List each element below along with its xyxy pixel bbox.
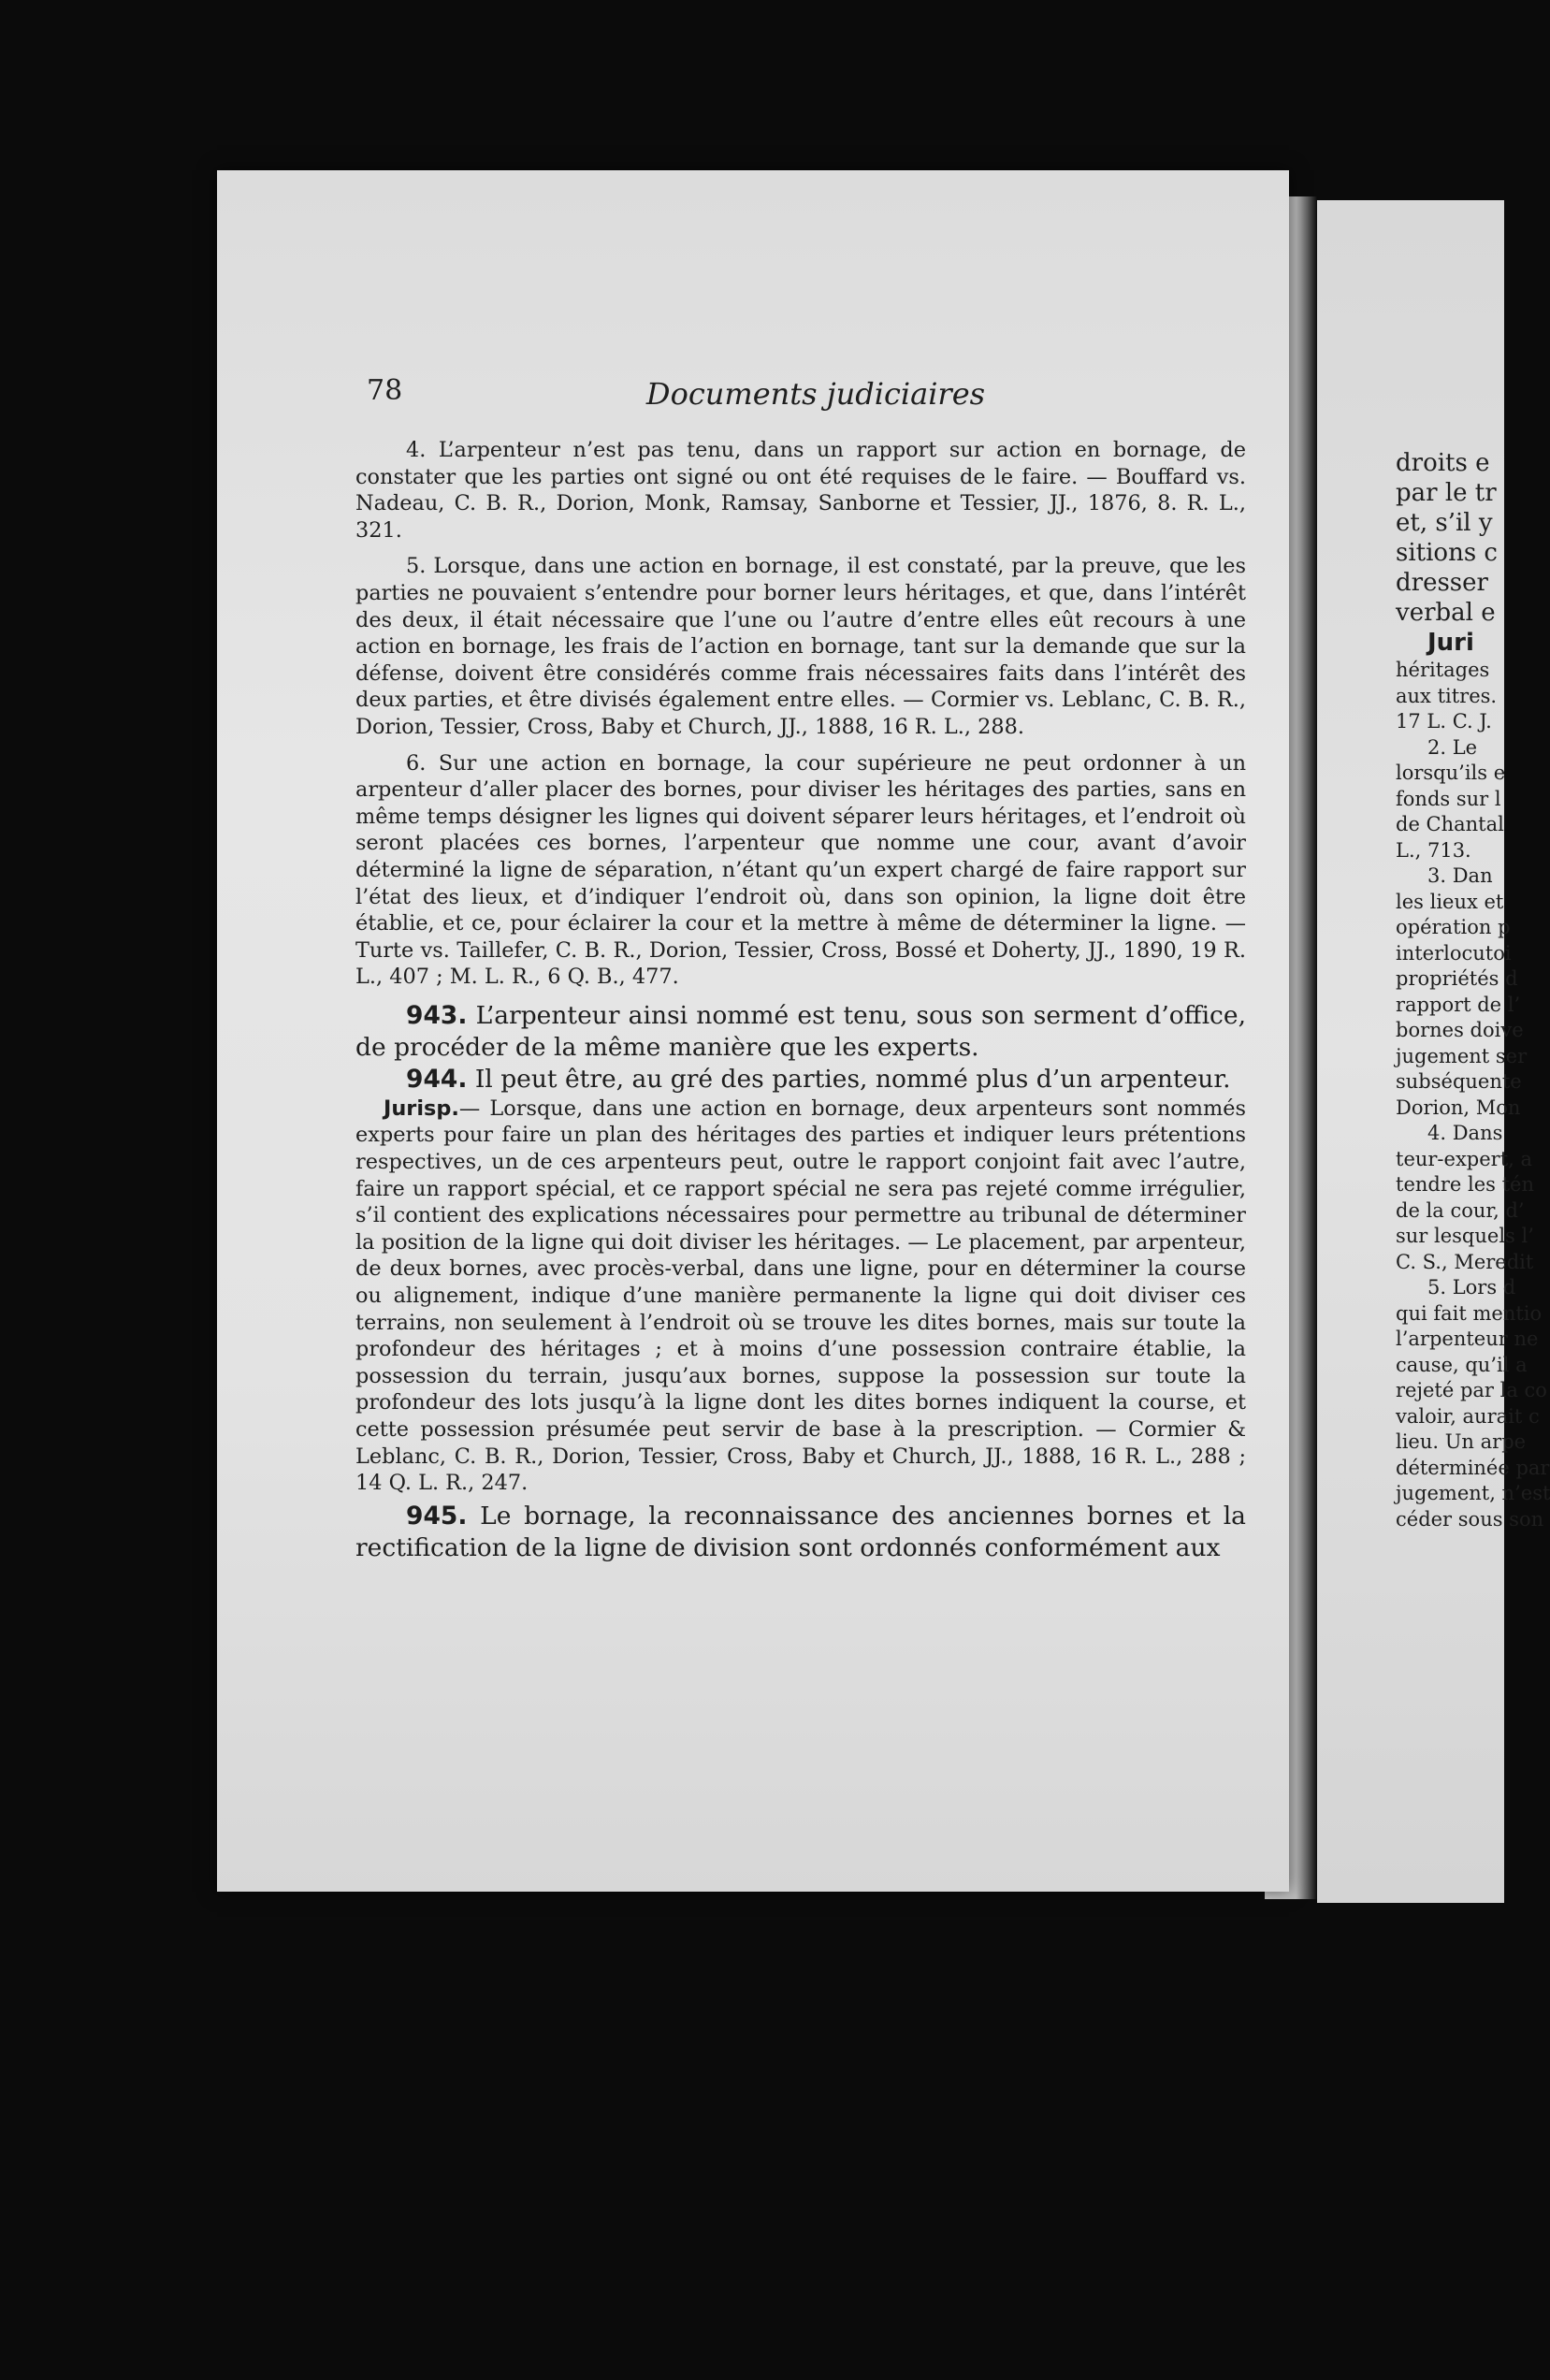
note-5: 5. Lorsque, dans une action en bornage, il est constaté, par la preuve, que les parties ne pouvaient s’entendre pour borner leurs héritages, et que, dans l’intérêt des deux, il était nécessaire que l’une ou l’autre d’entre elles eût recours à une action en bornage, les frais de l’action en bornage, tant sur la demande que sur la défense, doivent être considérés comme frais nécessaires faits dans l’intérêt des deux parties, et être divisés également entre elles. — Cormier vs. Leblanc, C. B. R., Dorion, Tessier, Cross, Baby et Church, JJ., 1888, 16 R. L., 288.: [355, 554, 1246, 739]
page-header: [367, 374, 1265, 421]
facing-page-line: l’arpenteur ne: [1396, 1328, 1539, 1350]
facing-page-line: 17 L. C. J.: [1396, 710, 1492, 733]
article-number: 944.: [406, 1064, 468, 1094]
facing-page-line: par le tr: [1396, 479, 1497, 507]
facing-page-line: fonds sur l: [1396, 787, 1501, 810]
facing-page-line: tendre les tén: [1396, 1173, 1534, 1196]
facing-page-line: droits e: [1396, 449, 1490, 477]
facing-page-line: lieu. Un arpe: [1396, 1430, 1527, 1453]
page-body: [355, 437, 1246, 1564]
facing-page-line: cause, qu’il a: [1396, 1353, 1528, 1376]
article-text: Le bornage, la reconnaissance des anciennes bornes et la rectification de la ligne de division sont ordonnés conformément aux: [355, 1501, 1246, 1562]
article-text: L’arpenteur ainsi nommé est tenu, sous son serment d’office, de procéder de la même manière que les experts.: [355, 1000, 1246, 1062]
facing-page-line: rapport de l’: [1396, 993, 1521, 1016]
article-945: [355, 1501, 1246, 1564]
jurisprudence-label: Jurisp.: [384, 1096, 459, 1121]
facing-page-line: Juri: [1427, 629, 1474, 657]
article-text: Il peut être, au gré des parties, nommé plus d’un arpenteur.: [474, 1064, 1231, 1094]
jurisprudence-text: — Lorsque, dans une action en bornage, deux arpenteurs sont nommés experts pour faire un plan des héritages des parties et indiquer leurs prétentions respectives, un de ces arpenteurs peut, outre le rapport conjoint fait avec l’autre, faire un rapport spécial, et ce rapport spécial ne sera pas rejeté comme irrégulier, s’il contient des explications nécessaires pour permettre au tribunal de déterminer la position de la ligne qui doit diviser les héritages. — Le placement, par arpenteur, de deux bornes, avec procès-verbal, dans une ligne, pour en déterminer la course ou alignement, indique d’une manière permanente la ligne qui doit diviser ces terrains, non seulement à l’endroit où se trouve les dites bornes, mais sur toute la profondeur des héritages ; et à moins d’une possession contraire établie, la possession du terrain, jusqu’aux bornes, suppose la possession sur toute la profondeur des lots jusqu’à la ligne dont les dites bornes indiquent la course, et cette possession présumée peut servir de base à la prescription. — Cormier & Leblanc, C. B. R., Dorion, Tessier, Cross, Baby et Church, JJ., 1888, 16 R. L., 288 ; 14 Q. L. R., 247.: [355, 1096, 1246, 1496]
facing-page-line: Dorion, Mon: [1396, 1096, 1521, 1119]
page-number: 78: [367, 374, 403, 407]
facing-page-line: subséquente: [1396, 1070, 1522, 1093]
jurisprudence: [355, 1096, 1246, 1497]
facing-page-line: sur lesquels l’: [1396, 1225, 1534, 1247]
facing-page-line: de Chantal: [1396, 813, 1504, 835]
facing-page-line: 3. Dan: [1427, 864, 1493, 887]
facing-page-line: teur-expert, a: [1396, 1147, 1533, 1170]
facing-page-line: opération p: [1396, 916, 1511, 938]
facing-page-line: déterminée par: [1396, 1456, 1550, 1479]
facing-page-line: 5. Lors d: [1427, 1276, 1516, 1299]
note-4: 4. L’arpenteur n’est pas tenu, dans un rapport sur action en bornage, de constater que les parties ont signé ou ont été requises de le faire. — Bouffard vs. Nadeau, C. B. R., Dorion, Monk, Ramsay, Sanborne et Tessier, JJ., 1876, 8. R. L., 321.: [355, 438, 1246, 543]
facing-page-line: jugement ser: [1396, 1044, 1528, 1067]
facing-page-line: bornes doive: [1396, 1019, 1524, 1041]
facing-page-line: L., 713.: [1396, 838, 1471, 862]
facing-page-line: lorsqu’ils e: [1396, 762, 1506, 784]
article-number: 943.: [406, 1000, 468, 1030]
facing-page-line: aux titres.: [1396, 684, 1498, 707]
facing-page-line: propriétés d: [1396, 967, 1518, 990]
left-page: [217, 170, 1289, 1892]
article-number: 945.: [406, 1501, 468, 1531]
facing-page-line: verbal e: [1396, 599, 1496, 627]
facing-page-line: héritages: [1396, 659, 1490, 681]
facing-page-line: C. S., Meredit: [1396, 1250, 1534, 1273]
facing-page-line: qui fait mentio: [1396, 1301, 1543, 1325]
facing-page-line: 4. Dans: [1427, 1122, 1503, 1144]
facing-page-line: et, s’il y: [1396, 509, 1493, 537]
facing-page-line: rejeté par la co: [1396, 1379, 1547, 1401]
facing-page-line: valoir, aurait c: [1396, 1404, 1540, 1428]
facing-page-line: jugement, n’est: [1396, 1482, 1550, 1504]
facing-page-text: [1396, 448, 1550, 1532]
facing-page-line: sitions c: [1396, 539, 1498, 567]
article-943: [355, 1000, 1246, 1064]
facing-page-line: céder sous son: [1396, 1507, 1544, 1531]
facing-page-line: 2. Le: [1427, 735, 1478, 759]
facing-page: [1317, 200, 1550, 1903]
facing-page-line: dresser: [1396, 569, 1488, 597]
facing-page-line: les lieux et: [1396, 890, 1504, 913]
article-944: [355, 1064, 1246, 1096]
facing-page-line: interlocutoi: [1396, 941, 1512, 965]
note-6: 6. Sur une action en bornage, la cour supérieure ne peut ordonner à un arpenteur d’aller placer des bornes, pour diviser les héritages des parties, sans en même temps désigner les lignes qui doivent séparer leurs héritages, et l’endroit où seront placées ces bornes, l’arpenteur que nomme une cour, avant d’avoir déterminé la ligne de séparation, n’étant qu’un expert chargé de faire rapport sur l’état des lieux, et d’indiquer l’endroit où, dans son opinion, la ligne doit être établie, et ce, pour éclairer la cour et la mettre à même de déterminer la ligne. — Turte vs. Taillefer, C. B. R., Dorion, Tessier, Cross, Bossé et Doherty, JJ., 1890, 19 R. L., 407 ; M. L. R., 6 Q. B., 477.: [355, 750, 1246, 990]
running-title: Documents judiciaires: [645, 376, 986, 412]
facing-page-line: de la cour, d’: [1396, 1198, 1525, 1222]
